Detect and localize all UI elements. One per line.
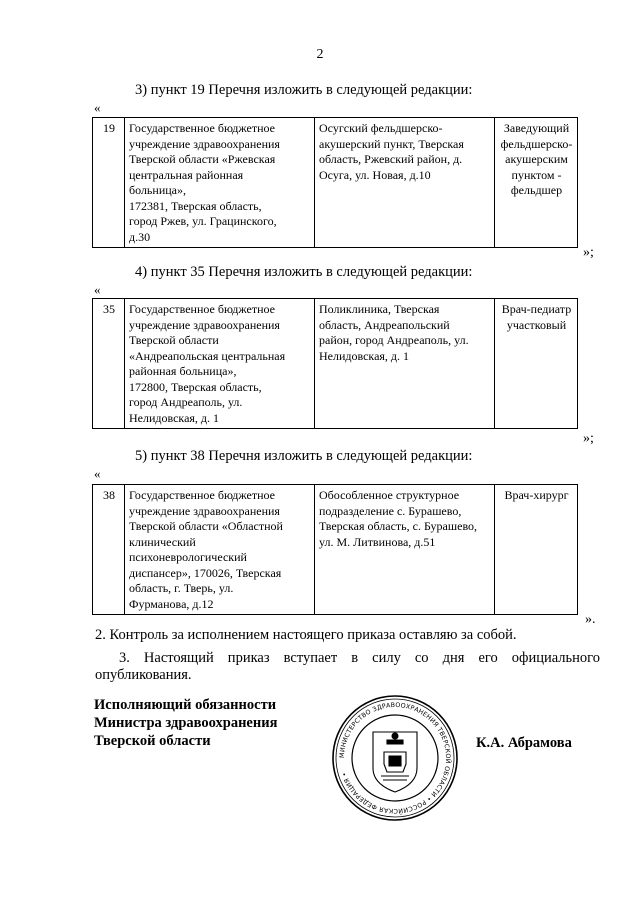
cell-line: область, Андреапольский <box>319 317 450 332</box>
cell-line: районная больница», <box>129 364 237 378</box>
cell-line: Государственное бюджетное <box>129 121 275 135</box>
organization-cell <box>125 299 315 429</box>
cell-line: д.30 <box>129 229 151 244</box>
table-row <box>93 118 578 248</box>
cell-line: область, г. Тверь, ул. <box>129 581 234 595</box>
organization-cell <box>125 485 315 615</box>
table-row <box>93 299 578 429</box>
cell-line: Осугский фельдшерско- <box>319 121 443 135</box>
location-cell <box>315 118 495 248</box>
cell-line: Поликлиника, Тверская <box>319 302 440 316</box>
cell-line: Государственное бюджетное <box>129 302 275 316</box>
open-quote: « <box>94 282 101 297</box>
cell-line: Врач-хирург <box>504 488 569 502</box>
cell-line: учреждение здравоохранения <box>129 503 280 518</box>
open-quote: « <box>94 100 101 115</box>
item-table <box>92 117 578 248</box>
signer-title <box>94 696 277 750</box>
close-quote: »; <box>583 245 594 260</box>
position-cell <box>495 118 578 248</box>
cell-line: клинический <box>129 534 196 549</box>
cell-line: Обособленное структурное <box>319 488 460 502</box>
cell-line: учреждение здравоохранения <box>129 317 280 332</box>
organization-cell <box>125 118 315 248</box>
cell-line: Тверской области «Областной <box>129 519 283 533</box>
coat-of-arms-icon <box>373 732 417 792</box>
seal-text-path: МИНИСТЕРСТВО ЗДРАВООХРАНЕНИЯ ТВЕРСКОЙ ОБЛАСТИ • РОССИЙСКАЯ ФЕДЕРАЦИЯ • <box>338 701 452 815</box>
position-cell <box>495 485 578 615</box>
cell-line: Нелидовская, д. 1 <box>129 410 220 425</box>
cell-line: Государственное бюджетное <box>129 488 275 502</box>
cell-line: город Андреаполь, ул. <box>129 395 243 409</box>
location-cell <box>315 485 495 615</box>
table-row <box>93 485 578 615</box>
cell-line: учреждение здравоохранения <box>129 136 280 151</box>
cell-line: область, Ржевский район, д. <box>319 152 463 166</box>
cell-line: «Андреапольская центральная <box>129 348 286 363</box>
cell-line: Тверская область, с. Бурашево, <box>319 519 478 533</box>
cell-line: Врач-педиатр <box>501 302 572 316</box>
signer-title-line: Министра здравоохранения <box>94 715 278 731</box>
cell-line: город Ржев, ул. Грацинского, <box>129 214 277 228</box>
signer-title-line: Исполняющий обязанности <box>94 697 277 713</box>
cell-line: участковый <box>506 317 567 332</box>
seal-graphic <box>331 694 459 822</box>
cell-line: Тверской области <box>129 333 219 347</box>
cell-line: ул. М. Литвинова, д.51 <box>319 534 436 549</box>
close-quote: »; <box>583 431 594 446</box>
cell-line: Фурманова, д.12 <box>129 596 214 611</box>
signer-name: К.А. Абрамова <box>476 735 572 751</box>
cell-line: Осуга, ул. Новая, д.10 <box>319 167 431 182</box>
official-seal <box>331 694 459 822</box>
item-heading: 3) пункт 19 Перечня изложить в следующей редакции: <box>135 82 473 98</box>
cell-line: Заведующий <box>503 121 570 135</box>
cell-line: акушерским <box>505 152 568 166</box>
close-quote: ». <box>585 612 596 627</box>
cell-line: район, город Андреаполь, ул. <box>319 333 469 347</box>
open-quote: « <box>94 466 101 481</box>
cell-line: фельдшер <box>510 183 563 197</box>
location-cell <box>315 299 495 429</box>
item-table <box>92 298 578 429</box>
item-heading: 4) пункт 35 Перечня изложить в следующей редакции: <box>135 264 473 280</box>
cell-line: центральная районная <box>129 167 244 182</box>
page-number: 2 <box>316 47 324 62</box>
row-number: 19 <box>93 118 125 248</box>
cell-line: Тверской области «Ржевская <box>129 152 276 166</box>
item-table <box>92 484 578 615</box>
cell-line: пунктом - <box>511 167 562 182</box>
effect-paragraph-continuation: опубликования. <box>95 667 192 683</box>
row-number: 35 <box>93 299 125 429</box>
cell-line: Нелидовская, д. 1 <box>319 348 410 363</box>
position-cell <box>495 299 578 429</box>
cell-line: психоневрологический <box>129 550 247 564</box>
row-number: 38 <box>93 485 125 615</box>
control-paragraph: 2. Контроль за исполнением настоящего приказа оставляю за собой. <box>95 627 517 643</box>
cell-line: больница», <box>129 183 186 197</box>
cell-line: акушерский пункт, Тверская <box>319 136 464 151</box>
item-heading: 5) пункт 38 Перечня изложить в следующей редакции: <box>135 448 473 464</box>
cell-line: фельдшерско- <box>500 136 573 151</box>
cell-line: 172800, Тверская область, <box>129 379 262 394</box>
signer-title-line: Тверской области <box>94 733 211 749</box>
cell-line: 172381, Тверская область, <box>129 198 262 213</box>
effect-paragraph: 3. Настоящий приказ вступает в силу со дня его официального <box>119 650 600 666</box>
cell-line: подразделение с. Бурашево, <box>319 503 462 518</box>
cell-line: диспансер», 170026, Тверская <box>129 565 282 580</box>
